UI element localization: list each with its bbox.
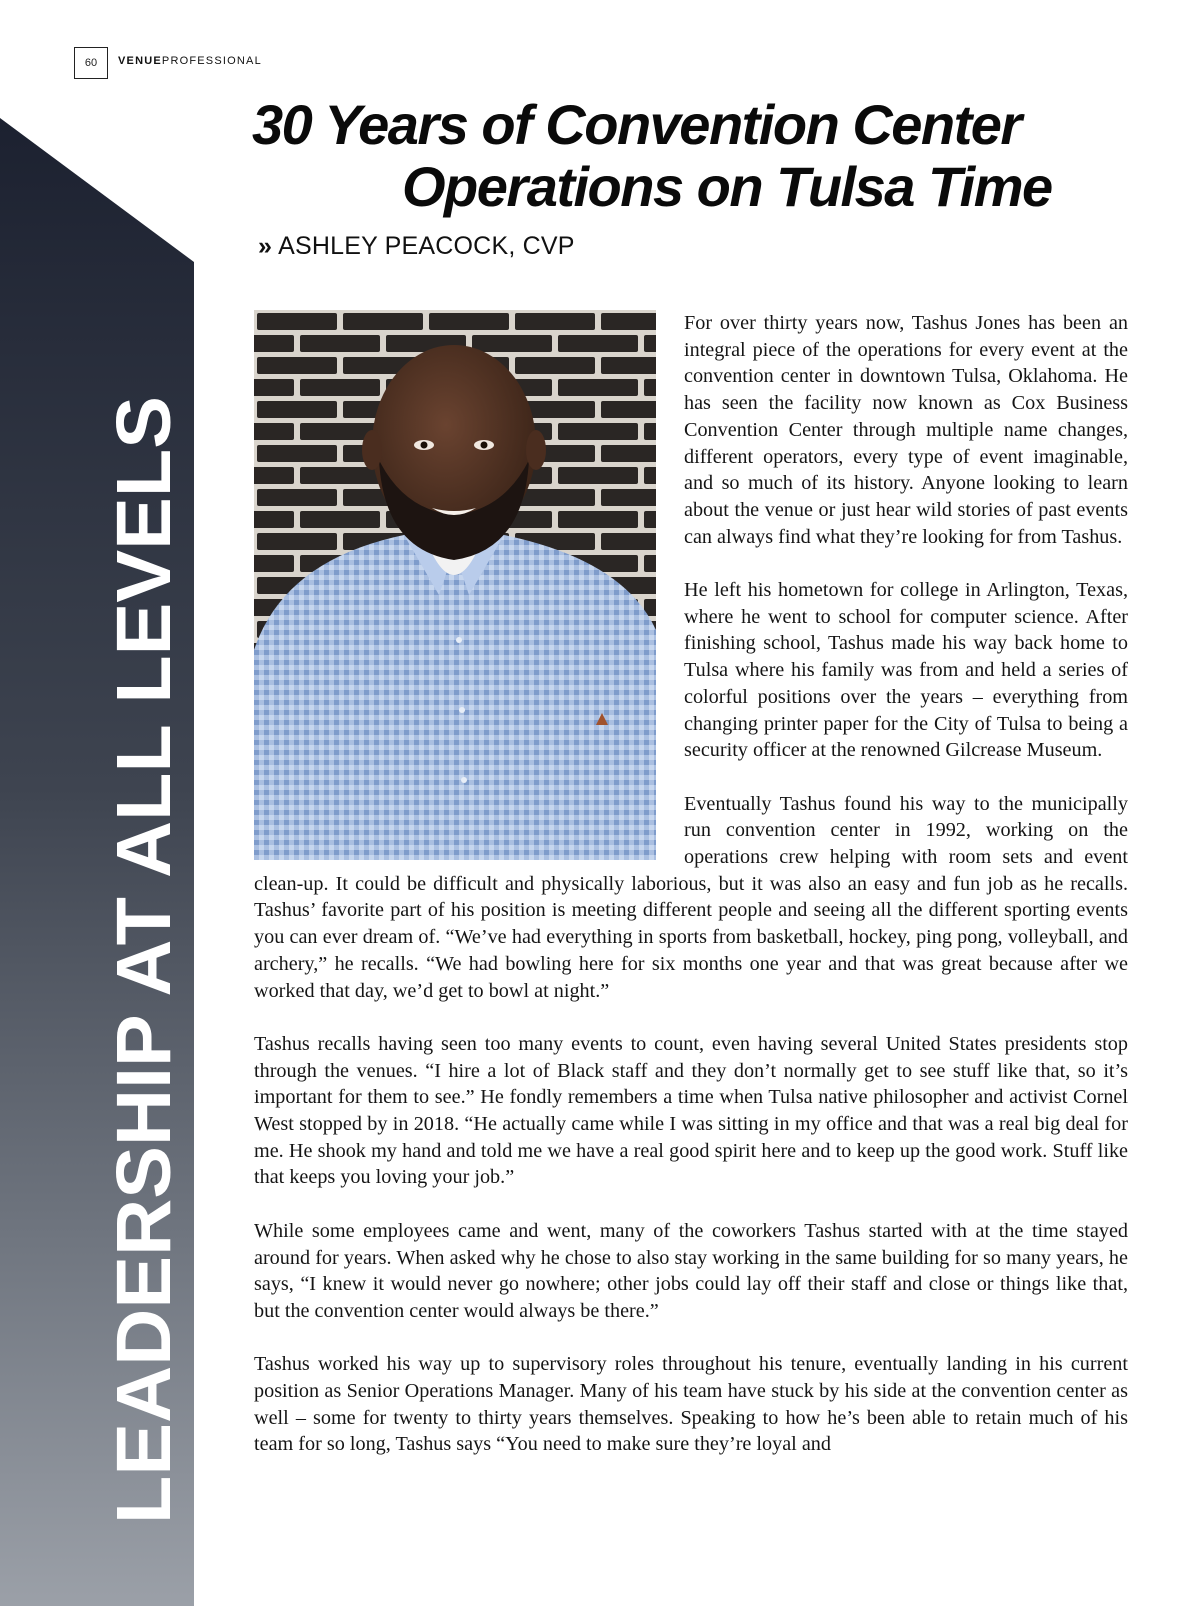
section-sidebar bbox=[0, 0, 200, 1606]
magazine-name-bold: VENUE bbox=[118, 55, 162, 67]
paragraph-3: Eventually Tashus found his way to the municipally run convention center in 1992, working on the operations crew helping with room sets and event clean-up. It could be difficult and physically laborious, but it was also an easy and fun job as he recalls. Tashus’ favorite part of his position is meeting different people and seeing all the different sporting events you can ever dream of. “We’ve had everything in sports from basketball, hockey, ping pong, volleyball, and archery,” he recalls. “We had bowling here for six months one year and that was great because after we worked that day, we’d get to bowl at night.” bbox=[254, 792, 1128, 1002]
title-line-1: 30 Years of Convention Center bbox=[252, 93, 1021, 156]
paragraph-2: He left his hometown for college in Arlington, Texas, where he went to school for computer science. After finishing school, Tashus made his way back home to Tulsa where his family was from and held a series of colorful positions over the years – everything from changing printer paper for the City of Tulsa to being a security officer at the renowned Gilcrease Museum. bbox=[684, 579, 1128, 762]
byline-author: ASHLEY PEACOCK, CVP bbox=[278, 232, 575, 260]
article-body bbox=[254, 310, 1128, 1485]
paragraph-6: Tashus worked his way up to supervisory roles throughout his tenure, eventually landing in his current position as Senior Operations Manager. Many of his team have stuck by his side at the convention center as well – some for twenty to thirty years themselves. Speaking to how he’s been able to retain much of his team for so long, Tashus says “You need to make sure they’re loyal and bbox=[254, 1353, 1128, 1456]
page-number-text: 60 bbox=[84, 57, 98, 69]
magazine-name-light: PROFESSIONAL bbox=[161, 55, 262, 67]
paragraph-5: While some employees came and went, many of the coworkers Tashus started with at the time stayed around for years. When asked why he chose to also stay working in the same building for so many years, he says, “I knew it would never go nowhere; other jobs could lay off their staff and close or things like that, but the convention center would always be there.” bbox=[254, 1219, 1128, 1322]
byline-chevron: » bbox=[258, 232, 273, 260]
sidebar-label: LEADERSHIP AT ALL LEVELS bbox=[101, 425, 187, 1524]
byline bbox=[258, 232, 575, 261]
section-sidebar-graphic bbox=[0, 0, 200, 1606]
paragraph-4: Tashus recalls having seen too many events to count, even having several United States presidents stop through the venues. “I hire a lot of Black staff and they don’t normally get to see stuff like that, so it’s important for them to see.” He fondly remembers a time when Tulsa native philosopher and activist Cornel West stopped by in 2018. “He actually came while I was sitting in my office and that was a real big deal for me. He shook my hand and told me we have a real good spirit here and to keep up the good work. Stuff like that keeps you loving your job.” bbox=[254, 1032, 1128, 1189]
photo-wrap-spacer bbox=[254, 310, 684, 867]
article-title bbox=[252, 94, 1152, 218]
paragraph-1: For over thirty years now, Tashus Jones has been an integral piece of the operations for every event at the convention center in downtown Tulsa, Oklahoma. He has seen the facility now known as Cox Business Convention Center through multiple name changes, different operators, every type of event imaginable, and so much of its history. Anyone looking to learn about the venue or just hear wild stories of past events can always find what they’re looking for from Tashus. bbox=[684, 312, 1128, 548]
title-line-2: Operations on Tulsa Time bbox=[402, 155, 1052, 218]
